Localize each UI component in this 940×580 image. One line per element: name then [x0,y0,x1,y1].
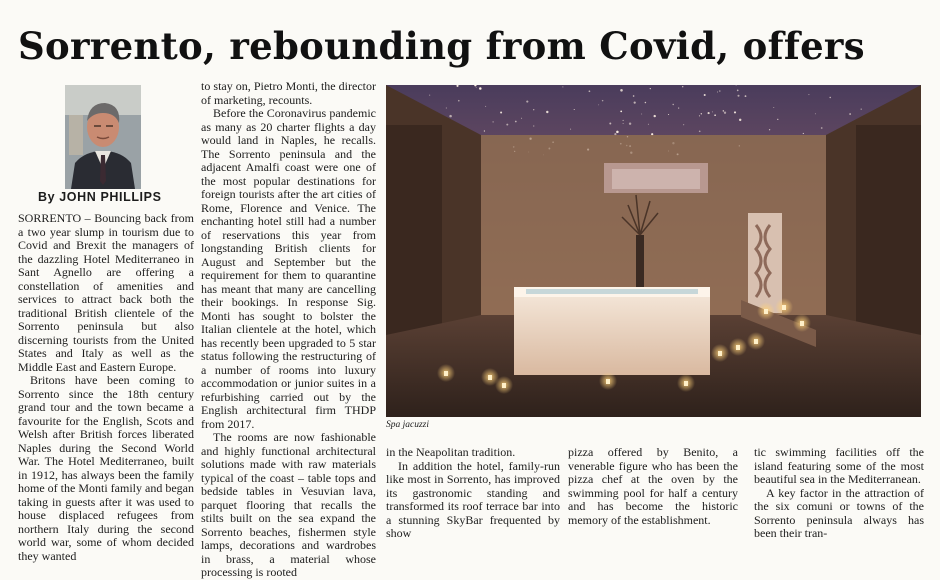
article-column-2 [201,80,376,580]
article-headline: Sorrento, rebounding from Covid, offers [18,24,865,68]
article-column-5 [754,446,924,541]
article-column-4 [568,446,738,527]
paragraph: Before the Coronavirus pandemic as many as 20 charter flights a day would land in Naples, he recalls. The Sorrento peninsula and the adjacent Amalfi coast were one of the most popular destinations for foreign tourists after the art cities of Rome, Florence and Venice. The enchanting hotel still had a number of reservations this year from longstanding British clients for August and September but the requirement for them to quarantine has meant that many are cancelling their bookings. In response Sig. Monti has sought to bolster the Italian clientele at the hotel, which has recently been upgraded to 5 star status following the restructuring of a number of rooms into luxury accommodation or junior suites in a refurbishing carried out by the English architectural firm THDP from 2017. [201,106,376,431]
spa-jacuzzi-photo [386,85,921,417]
paragraph: tic swimming facilities off the island featuring some of the most beautiful sea in the Mediterranean. [754,445,924,486]
paragraph: In addition the hotel, family-run like most in Sorrento, has improved its gastronomic standing and transformed its roof terrace bar into a stunning SkyBar frequented by show [386,458,560,540]
article-column-3 [386,446,560,541]
paragraph: The rooms are now fashionable and highly functional architectural solutions made with raw materials typical of the coast – table tops and bedside tables in Vesuvian lava, parquet flooring that recalls the stilts built on the sea expand the Sorrento beaches, fishermen style lamps, decorations and wardrobes in brass, a material whose processing is rooted [201,430,376,579]
paragraph: SORRENTO – Bouncing back from a two year slump in tourism due to Covid and Brexit the managers of the dazzling Hotel Mediterraneo in Sant Agnello are offering a constellation of amenities and services to attract back both the traditional British clientele of the Sorrento peninsula but also discerning tourists from the United States and Italy as well as the Middle East and Eastern Europe. [18,211,194,374]
paragraph: in the Neapolitan tradition. [386,445,516,459]
author-portrait [65,85,141,189]
article-column-1 [18,212,194,563]
paragraph: to stay on, Pietro Monti, the director of marketing, recounts. [201,79,376,107]
paragraph: A key factor in the attraction of the six comuni or towns of the Sorrento peninsula always has been their tran- [754,485,924,540]
paragraph: pizza offered by Benito, a venerable figure who has been the pizza chef at the oven by the swimming pool for half a century and has become the historic memory of the establishment. [568,445,738,527]
paragraph: Britons have been coming to Sorrento since the 18th century grand tour and the town became a favourite for the English, Scots and Welsh after British forces liberated Naples during the Second World War. The Hotel Mediterraneo, built in 1912, has always been the family home of the Monti family and began taking in guests after it was used to house displaced refugees from northern Italy during the second world war, some of whom decided they wanted [18,373,194,563]
photo-caption: Spa jacuzzi [386,420,430,430]
author-byline: By JOHN PHILLIPS [38,190,162,204]
